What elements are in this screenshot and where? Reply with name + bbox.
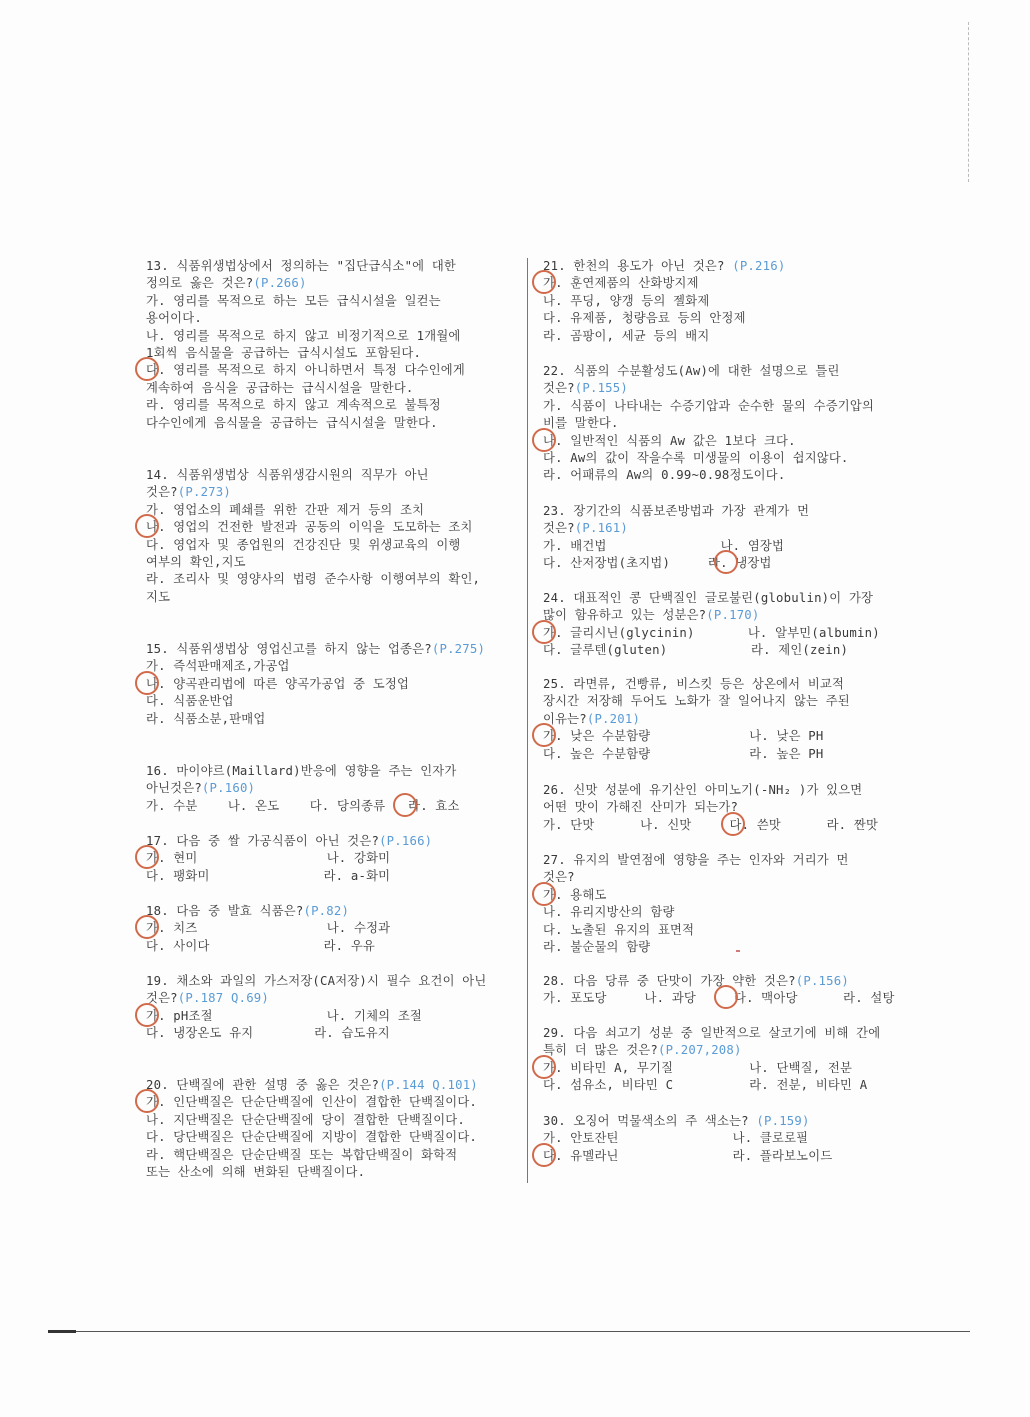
page-reference: (P.155) [574, 381, 628, 396]
question-line [146, 519, 516, 536]
line-text: 나. 지단백질은 단순단백질에 당이 결합한 단백질이다. [146, 1112, 465, 1127]
question-line [543, 310, 913, 327]
question-line [146, 293, 516, 310]
question-line [543, 904, 913, 921]
page-reference: (P.82) [303, 904, 350, 918]
question-line [543, 711, 913, 728]
question-line [146, 833, 516, 850]
question-line [543, 990, 913, 1007]
question-line [146, 1147, 516, 1164]
line-text: 또는 산소에 의해 변화된 단백질이다. [146, 1164, 366, 1179]
answer-circle-mark [721, 812, 745, 836]
question-13 [146, 258, 516, 432]
line-text: 많이 함유하고 있는 성분은? [543, 608, 707, 623]
line-text: 나. 일반적인 식품의 Aw 값은 1보다 크다. [543, 433, 796, 448]
question-line [543, 869, 913, 886]
question-line [146, 903, 516, 920]
question-line [146, 1077, 516, 1094]
answer-circle-mark [135, 357, 159, 381]
line-text: 것은? [146, 991, 178, 1006]
question-line [543, 293, 913, 310]
question-line [146, 571, 516, 588]
line-text: 나. 영업의 건전한 발전과 공동의 이익을 도모하는 조치 [146, 520, 473, 535]
line-text: 어떤 맛이 가해진 산미가 되는가? [543, 800, 739, 815]
page-reference: (P.207,208) [657, 1043, 742, 1058]
question-line [146, 502, 516, 519]
question-line [543, 1077, 913, 1094]
question-line [146, 676, 516, 693]
question-line [146, 780, 516, 797]
question-line [146, 938, 516, 955]
line-text: 17. 다음 중 쌀 가공식품이 아닌 것은? [146, 834, 380, 848]
question-26 [543, 782, 913, 834]
question-line [146, 362, 516, 379]
line-text: 것은? [543, 521, 575, 536]
question-line [543, 746, 913, 763]
question-line [543, 817, 913, 834]
question-line [543, 415, 913, 432]
page-reference: (P.273) [177, 485, 231, 500]
answer-circle-mark [532, 428, 556, 452]
line-text: 13. 식품위생법상에서 정의하는 "집단급식소"에 대한 [146, 259, 457, 273]
question-16 [146, 763, 516, 815]
line-text: 24. 대표적인 콩 단백질인 글로불린(globulin)이 가장 [543, 591, 874, 605]
page-reference: (P.187 Q.69) [177, 991, 270, 1006]
question-line [146, 850, 516, 867]
line-text: 가. 낮은 수분함량 나. 낮은 PH [543, 729, 824, 744]
question-line [146, 1129, 516, 1146]
line-text: 나. 유리지방산의 함량 [543, 905, 675, 920]
question-line [543, 1130, 913, 1147]
question-line [146, 641, 516, 658]
question-line [146, 1164, 516, 1181]
question-17 [146, 833, 516, 885]
line-text: 다. 글루텐(gluten) 라. 제인(zein) [543, 643, 849, 658]
question-20 [146, 1077, 516, 1181]
line-text: 가. 배건법 나. 염장법 [543, 538, 785, 553]
answer-circle-mark [532, 1055, 556, 1079]
line-text: 다. 산저장법(초지법) 라. 냉장법 [543, 556, 772, 571]
answer-circle-mark [135, 915, 159, 939]
question-15 [146, 641, 516, 728]
question-line [146, 990, 516, 1007]
line-text: 가. pH조절 나. 기체의 조절 [146, 1008, 422, 1023]
line-text: 가. 치즈 나. 수정과 [146, 921, 391, 936]
question-line [146, 1094, 516, 1111]
line-text: 15. 식품위생법상 영업신고를 하지 않는 업종은? [146, 642, 432, 656]
page-reference: (P.201) [586, 711, 641, 726]
question-line [543, 676, 913, 693]
answer-circle-mark [714, 985, 738, 1009]
line-text: 것은? [543, 381, 575, 396]
line-text: 다. 유제품, 청량음료 등의 안정제 [543, 311, 746, 326]
question-27 [543, 852, 913, 956]
line-text: 가. 인단백질은 단순단백질에 인산이 결합한 단백질이다. [146, 1095, 478, 1110]
question-line [146, 328, 516, 345]
question-line [146, 415, 516, 432]
question-22 [543, 363, 913, 485]
line-text: 라. 어패류의 Aw의 0.99~0.98정도이다. [543, 468, 786, 483]
question-line [543, 328, 913, 345]
line-text: 아닌것은? [146, 781, 202, 796]
question-line [543, 625, 913, 642]
line-text: 다. 사이다 라. 우유 [146, 938, 376, 953]
line-text: 다. 냉장온도 유지 라. 습도유지 [146, 1026, 390, 1041]
line-text: 나. 푸딩, 양갱 등의 젤화제 [543, 293, 710, 308]
question-line [146, 693, 516, 710]
question-line [146, 258, 516, 275]
question-line [543, 275, 913, 292]
question-line [543, 520, 913, 537]
line-text: 25. 라면류, 건빵류, 비스킷 등은 상온에서 비교적 [543, 677, 845, 691]
line-text: 나. 영리를 목적으로 하지 않고 비정기적으로 1개월에 [146, 328, 461, 343]
page-reference: (P.156) [795, 974, 849, 988]
answer-circle-mark [532, 723, 556, 747]
question-line [543, 258, 913, 275]
line-text: 가. 비타민 A, 무기질 나. 단백질, 전분 [543, 1060, 853, 1075]
line-text: 가. 포도당 나. 과당 다. 맥아당 라. 설탕 [543, 991, 895, 1006]
page-reference: (P.166) [379, 834, 433, 848]
line-text: 다. Aw의 값이 작을수록 미생물의 이용이 쉽지않다. [543, 450, 849, 465]
answer-circle-mark [532, 1143, 556, 1167]
line-text: 특히 더 많은 것은? [543, 1043, 658, 1058]
question-line [146, 1112, 516, 1129]
line-text: 가. 글리시닌(glycinin) 나. 알부민(albumin) [543, 625, 880, 640]
question-line [146, 537, 516, 554]
question-line [543, 1060, 913, 1077]
answer-circle-mark [135, 845, 159, 869]
question-line [146, 658, 516, 675]
question-line [543, 1025, 913, 1042]
line-text: 23. 장기간의 식품보존방법과 가장 관계가 먼 [543, 504, 810, 518]
question-23 [543, 503, 913, 573]
line-text: 14. 식품위생법상 식품위생감시원의 직무가 아닌 [146, 468, 429, 482]
question-line [543, 433, 913, 450]
question-line [543, 1148, 913, 1165]
question-line [543, 852, 913, 869]
line-text: 다. 높은 수분함량 라. 높은 PH [543, 746, 824, 761]
line-text: 라. 불순물의 함량 [543, 939, 651, 954]
question-18 [146, 903, 516, 955]
line-text: 가. 용해도 [543, 887, 607, 902]
answer-circle-mark [135, 671, 159, 695]
answer-circle-mark [393, 793, 417, 817]
question-line [146, 798, 516, 815]
line-text: 다. 유멜라닌 라. 플라보노이드 [543, 1148, 833, 1163]
question-line [146, 310, 516, 327]
line-text: 라. 식품소분,판매업 [146, 711, 266, 726]
line-text: 다. 식품운반업 [146, 694, 234, 709]
question-line [543, 380, 913, 397]
line-text: 다. 노출된 유지의 표면적 [543, 922, 695, 937]
answer-circle-mark [135, 514, 159, 538]
line-text: 1회씩 음식물을 공급하는 급식시설도 포함된다. [146, 345, 422, 360]
page-reference: (P.170) [706, 608, 760, 623]
question-line [146, 345, 516, 362]
line-text: 다. 팽화미 라. a-화미 [146, 868, 391, 883]
page-reference: (P.160) [201, 781, 256, 796]
question-line [146, 554, 516, 571]
page-reference: (P.275) [431, 642, 486, 656]
line-text: 가. 현미 나. 강화미 [146, 851, 391, 866]
question-28 [543, 973, 913, 1008]
line-text: 가. 훈연제품의 산화방지제 [543, 276, 699, 291]
line-text: 계속하여 음식을 공급하는 급식시설을 말한다. [146, 380, 414, 395]
question-line [146, 467, 516, 484]
question-line [543, 922, 913, 939]
question-line [543, 467, 913, 484]
question-line [146, 380, 516, 397]
line-text: 것은? [543, 870, 575, 885]
line-text: 28. 다음 당류 중 단맛이 가장 약한 것은? [543, 974, 796, 988]
question-line [543, 1042, 913, 1059]
line-text: 라. 곰팡이, 세균 등의 배지 [543, 328, 710, 343]
question-14 [146, 467, 516, 606]
line-text: 이유는? [543, 711, 587, 726]
line-text: 27. 유지의 발연점에 영향을 주는 인자와 거리가 먼 [543, 853, 849, 867]
footer-rule-mark [48, 1330, 76, 1333]
line-text: 16. 마이야르(Maillard)반응에 영향을 주는 인자가 [146, 764, 457, 778]
question-line [543, 1113, 913, 1130]
question-line [543, 728, 913, 745]
line-text: 22. 식품의 수분활성도(Aw)에 대한 설명으로 틀린 [543, 364, 840, 378]
question-line [543, 607, 913, 624]
line-text: 20. 단백질에 관한 설명 중 옳은 것은? [146, 1078, 380, 1092]
answer-circle-mark [532, 620, 556, 644]
footer-rule [48, 1331, 970, 1332]
scan-edge-mark [968, 22, 970, 182]
line-text: 라. 영리를 목적으로 하지 않고 계속적으로 불특정 [146, 398, 441, 413]
line-text: 29. 다음 쇠고기 성분 중 일반적으로 살코기에 비해 간에 [543, 1026, 881, 1040]
line-text: 다. 영업자 및 종업원의 건강진단 및 위생교육의 이행 [146, 537, 461, 552]
line-text: 가. 수분 나. 온도 다. 당의종류 라. 효소 [146, 798, 460, 813]
question-line [543, 887, 913, 904]
page-reference: (P.144 Q.101) [379, 1078, 478, 1092]
question-line [146, 868, 516, 885]
question-21 [543, 258, 913, 345]
question-line [146, 275, 516, 292]
question-25 [543, 676, 913, 763]
question-line [543, 590, 913, 607]
line-text: 장시간 저장해 두어도 노화가 잘 일어나지 않는 주된 [543, 694, 850, 709]
question-19 [146, 973, 516, 1043]
line-text: 18. 다음 중 발효 식품은? [146, 904, 304, 918]
question-line [543, 693, 913, 710]
line-text: 정의로 옳은 것은? [146, 276, 254, 291]
answer-circle-mark [714, 550, 738, 574]
line-text: 19. 채소와 과일의 가스저장(CA저장)시 필수 요건이 아닌 [146, 974, 487, 988]
stray-mark [736, 950, 740, 952]
question-line [543, 450, 913, 467]
question-line [146, 711, 516, 728]
question-24 [543, 590, 913, 660]
line-text: 다수인에게 음식물을 공급하는 급식시설을 말한다. [146, 415, 438, 430]
question-line [543, 363, 913, 380]
question-line [146, 973, 516, 990]
line-text: 다. 영리를 목적으로 하지 아니하면서 특정 다수인에게 [146, 363, 465, 378]
question-line [146, 1025, 516, 1042]
question-line [543, 555, 913, 572]
question-line [146, 589, 516, 606]
line-text: 것은? [146, 485, 178, 500]
line-text: 라. 조리사 및 영양사의 법령 준수사항 이행여부의 확인, [146, 572, 481, 587]
page-reference: (P.216) [732, 259, 786, 273]
line-text: 가. 영업소의 폐쇄를 위한 간판 제거 등의 조치 [146, 502, 425, 517]
answer-circle-mark [532, 882, 556, 906]
line-text: 가. 즉석판매제조,가공업 [146, 659, 290, 674]
question-line [543, 782, 913, 799]
line-text: 21. 한천의 용도가 아닌 것은? [543, 259, 733, 273]
line-text: 가. 단맛 나. 신맛 다. 쓴맛 라. 짠맛 [543, 817, 879, 832]
page-reference: (P.161) [574, 521, 628, 536]
question-line [146, 397, 516, 414]
line-text: 비를 말한다. [543, 416, 619, 431]
question-line [543, 398, 913, 415]
line-text: 가. 안토잔틴 나. 클로로필 [543, 1131, 809, 1146]
line-text: 가. 영리를 목적으로 하는 모든 급식시설을 일컫는 [146, 293, 441, 308]
line-text: 여부의 확인,지도 [146, 554, 246, 569]
question-line [543, 642, 913, 659]
answer-circle-mark [135, 1089, 159, 1113]
line-text: 나. 양곡관리법에 따른 양곡가공업 중 도정업 [146, 676, 410, 691]
line-text: 용어이다. [146, 311, 202, 326]
question-line [146, 484, 516, 501]
line-text: 다. 당단백질은 단순단백질에 지방이 결합한 단백질이다. [146, 1130, 478, 1145]
question-30 [543, 1113, 913, 1165]
line-text: 다. 섬유소, 비타민 C 라. 전분, 비타민 A [543, 1078, 868, 1093]
line-text: 지도 [146, 589, 171, 604]
question-line [543, 939, 913, 956]
question-line [146, 763, 516, 780]
page-reference: (P.266) [253, 276, 307, 291]
question-29 [543, 1025, 913, 1095]
line-text: 26. 신맛 성분에 유기산인 아미노기(-NH₂ )가 있으면 [543, 783, 863, 797]
column-divider [527, 258, 528, 1183]
page-reference: (P.159) [756, 1114, 810, 1128]
line-text: 가. 식품이 나타내는 수증기압과 순수한 물의 수증기압의 [543, 398, 875, 413]
answer-circle-mark [532, 270, 556, 294]
answer-circle-mark [135, 1003, 159, 1027]
question-line [146, 920, 516, 937]
question-line [543, 503, 913, 520]
line-text: 라. 핵단백질은 단순단백질 또는 복합단백질이 화학적 [146, 1147, 458, 1162]
line-text: 30. 오징어 먹물색소의 주 색소는? [543, 1114, 757, 1128]
question-line [146, 1008, 516, 1025]
